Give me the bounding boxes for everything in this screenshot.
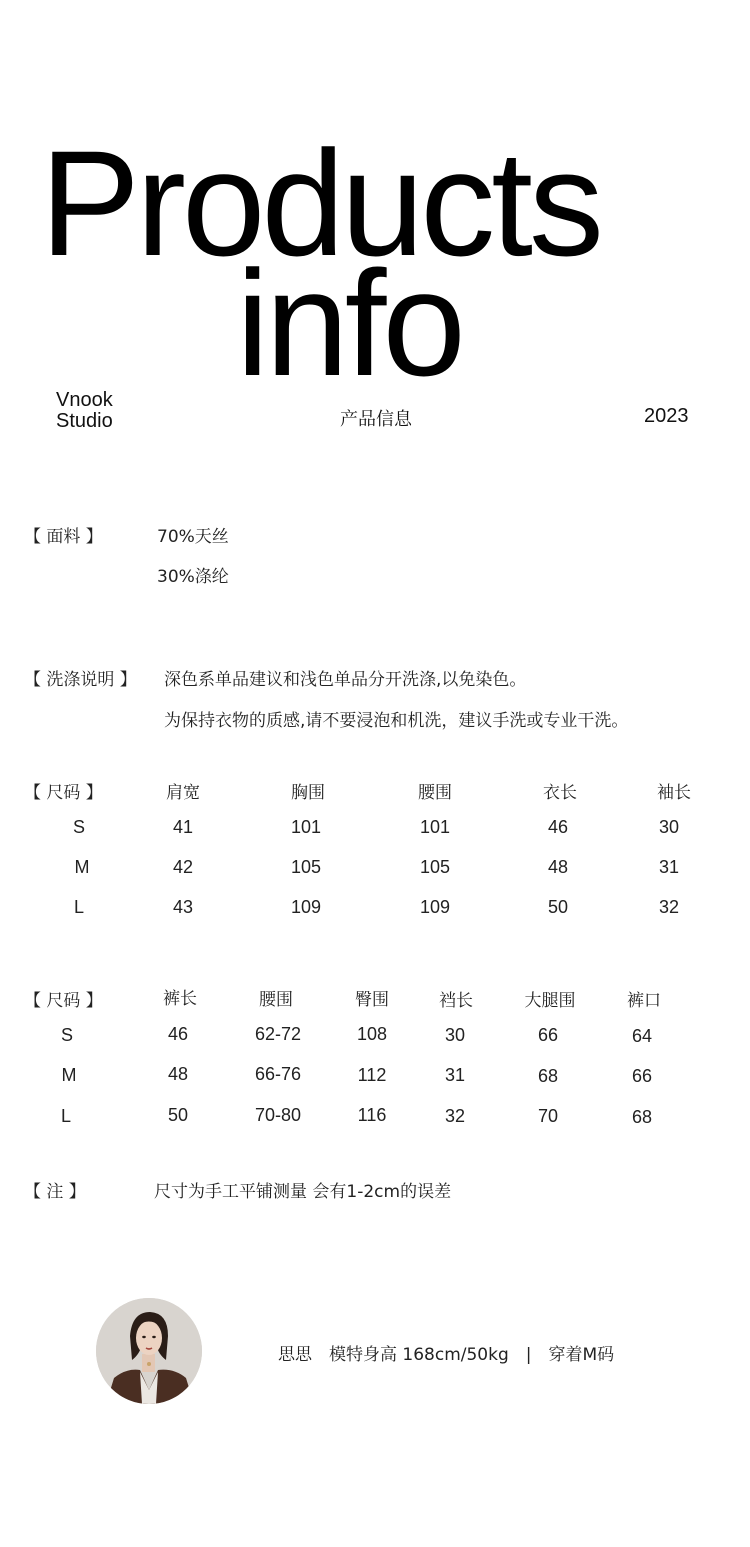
table-cell: 31 bbox=[444, 1065, 466, 1085]
table-cell: 66 bbox=[631, 1066, 653, 1086]
size-cell: L bbox=[73, 897, 85, 917]
table-cell: 116 bbox=[357, 1105, 387, 1125]
table-cell: 43 bbox=[172, 897, 194, 917]
table-cell: 68 bbox=[537, 1066, 559, 1086]
table-cell: 41 bbox=[172, 817, 194, 837]
table-header: 衣长 bbox=[543, 783, 577, 803]
table-cell: 30 bbox=[444, 1025, 466, 1045]
size-cell: S bbox=[60, 1025, 74, 1045]
table-header: 大腿围 bbox=[524, 991, 576, 1011]
table-cell: 46 bbox=[167, 1024, 189, 1044]
table-cell: 48 bbox=[167, 1064, 189, 1084]
table-header: 腰围 bbox=[259, 990, 293, 1010]
table-header: 裆长 bbox=[439, 991, 473, 1011]
section-title: 产品信息 bbox=[340, 409, 412, 430]
table-cell: 105 bbox=[419, 857, 451, 877]
model-photo bbox=[96, 1298, 202, 1404]
table-header: 裤口 bbox=[627, 991, 661, 1011]
washing-line-2: 为保持衣物的质感,请不要浸泡和机洗，建议手洗或专业干洗。 bbox=[164, 711, 629, 731]
brand-logo bbox=[56, 390, 113, 432]
table-cell: 68 bbox=[631, 1107, 653, 1127]
table-cell: 112 bbox=[357, 1065, 387, 1085]
table-cell: 46 bbox=[547, 817, 569, 837]
size-cell: S bbox=[72, 817, 86, 837]
table-cell: 101 bbox=[419, 817, 451, 837]
table-cell: 108 bbox=[356, 1024, 388, 1044]
table-cell: 48 bbox=[547, 857, 569, 877]
table-cell: 101 bbox=[290, 817, 322, 837]
table-cell: 50 bbox=[547, 897, 569, 917]
table-cell: 62-72 bbox=[254, 1024, 302, 1044]
table-header: 肩宽 bbox=[166, 783, 200, 803]
title-line-2: info bbox=[236, 239, 462, 407]
title-line-1: Products bbox=[40, 119, 600, 287]
brand-line-2: Studio bbox=[56, 410, 113, 432]
size-cell: L bbox=[60, 1106, 72, 1126]
size-cell: M bbox=[74, 857, 90, 877]
size-table-pants-label: 【 尺码 】 bbox=[24, 991, 103, 1011]
brand-line-1: Vnook bbox=[56, 389, 113, 411]
table-cell: 105 bbox=[290, 857, 322, 877]
note-label: 【 注 】 bbox=[24, 1182, 86, 1202]
table-header: 臀围 bbox=[355, 990, 389, 1010]
washing-label: 【 洗涤说明 】 bbox=[24, 670, 137, 690]
fabric-line-1: 70%天丝 bbox=[157, 527, 229, 547]
table-header: 腰围 bbox=[418, 783, 452, 803]
table-cell: 109 bbox=[419, 897, 451, 917]
table-cell: 64 bbox=[631, 1026, 653, 1046]
table-header: 裤长 bbox=[163, 989, 197, 1009]
table-cell: 70-80 bbox=[254, 1105, 302, 1125]
note-text: 尺寸为手工平铺测量 会有1-2cm的误差 bbox=[154, 1182, 452, 1202]
table-header: 胸围 bbox=[291, 783, 325, 803]
model-avatar bbox=[96, 1298, 202, 1404]
table-cell: 32 bbox=[444, 1106, 466, 1126]
fabric-label: 【 面料 】 bbox=[24, 527, 103, 547]
table-cell: 32 bbox=[658, 897, 680, 917]
model-info: 思思 模特身高 168cm/50kg | 穿着M码 bbox=[278, 1345, 615, 1365]
table-cell: 66-76 bbox=[254, 1064, 302, 1084]
table-cell: 50 bbox=[167, 1105, 189, 1125]
table-cell: 66 bbox=[537, 1025, 559, 1045]
fabric-line-2: 30%涤纶 bbox=[157, 567, 229, 587]
table-cell: 31 bbox=[658, 857, 680, 877]
table-cell: 70 bbox=[537, 1106, 559, 1126]
table-header: 袖长 bbox=[657, 783, 691, 803]
table-cell: 42 bbox=[172, 857, 194, 877]
table-cell: 109 bbox=[290, 897, 322, 917]
year-label: 2023 bbox=[644, 405, 689, 427]
washing-line-1: 深色系单品建议和浅色单品分开洗涤,以免染色。 bbox=[164, 670, 527, 690]
table-cell: 30 bbox=[658, 817, 680, 837]
size-table-top-label: 【 尺码 】 bbox=[24, 783, 103, 803]
size-cell: M bbox=[61, 1065, 77, 1085]
